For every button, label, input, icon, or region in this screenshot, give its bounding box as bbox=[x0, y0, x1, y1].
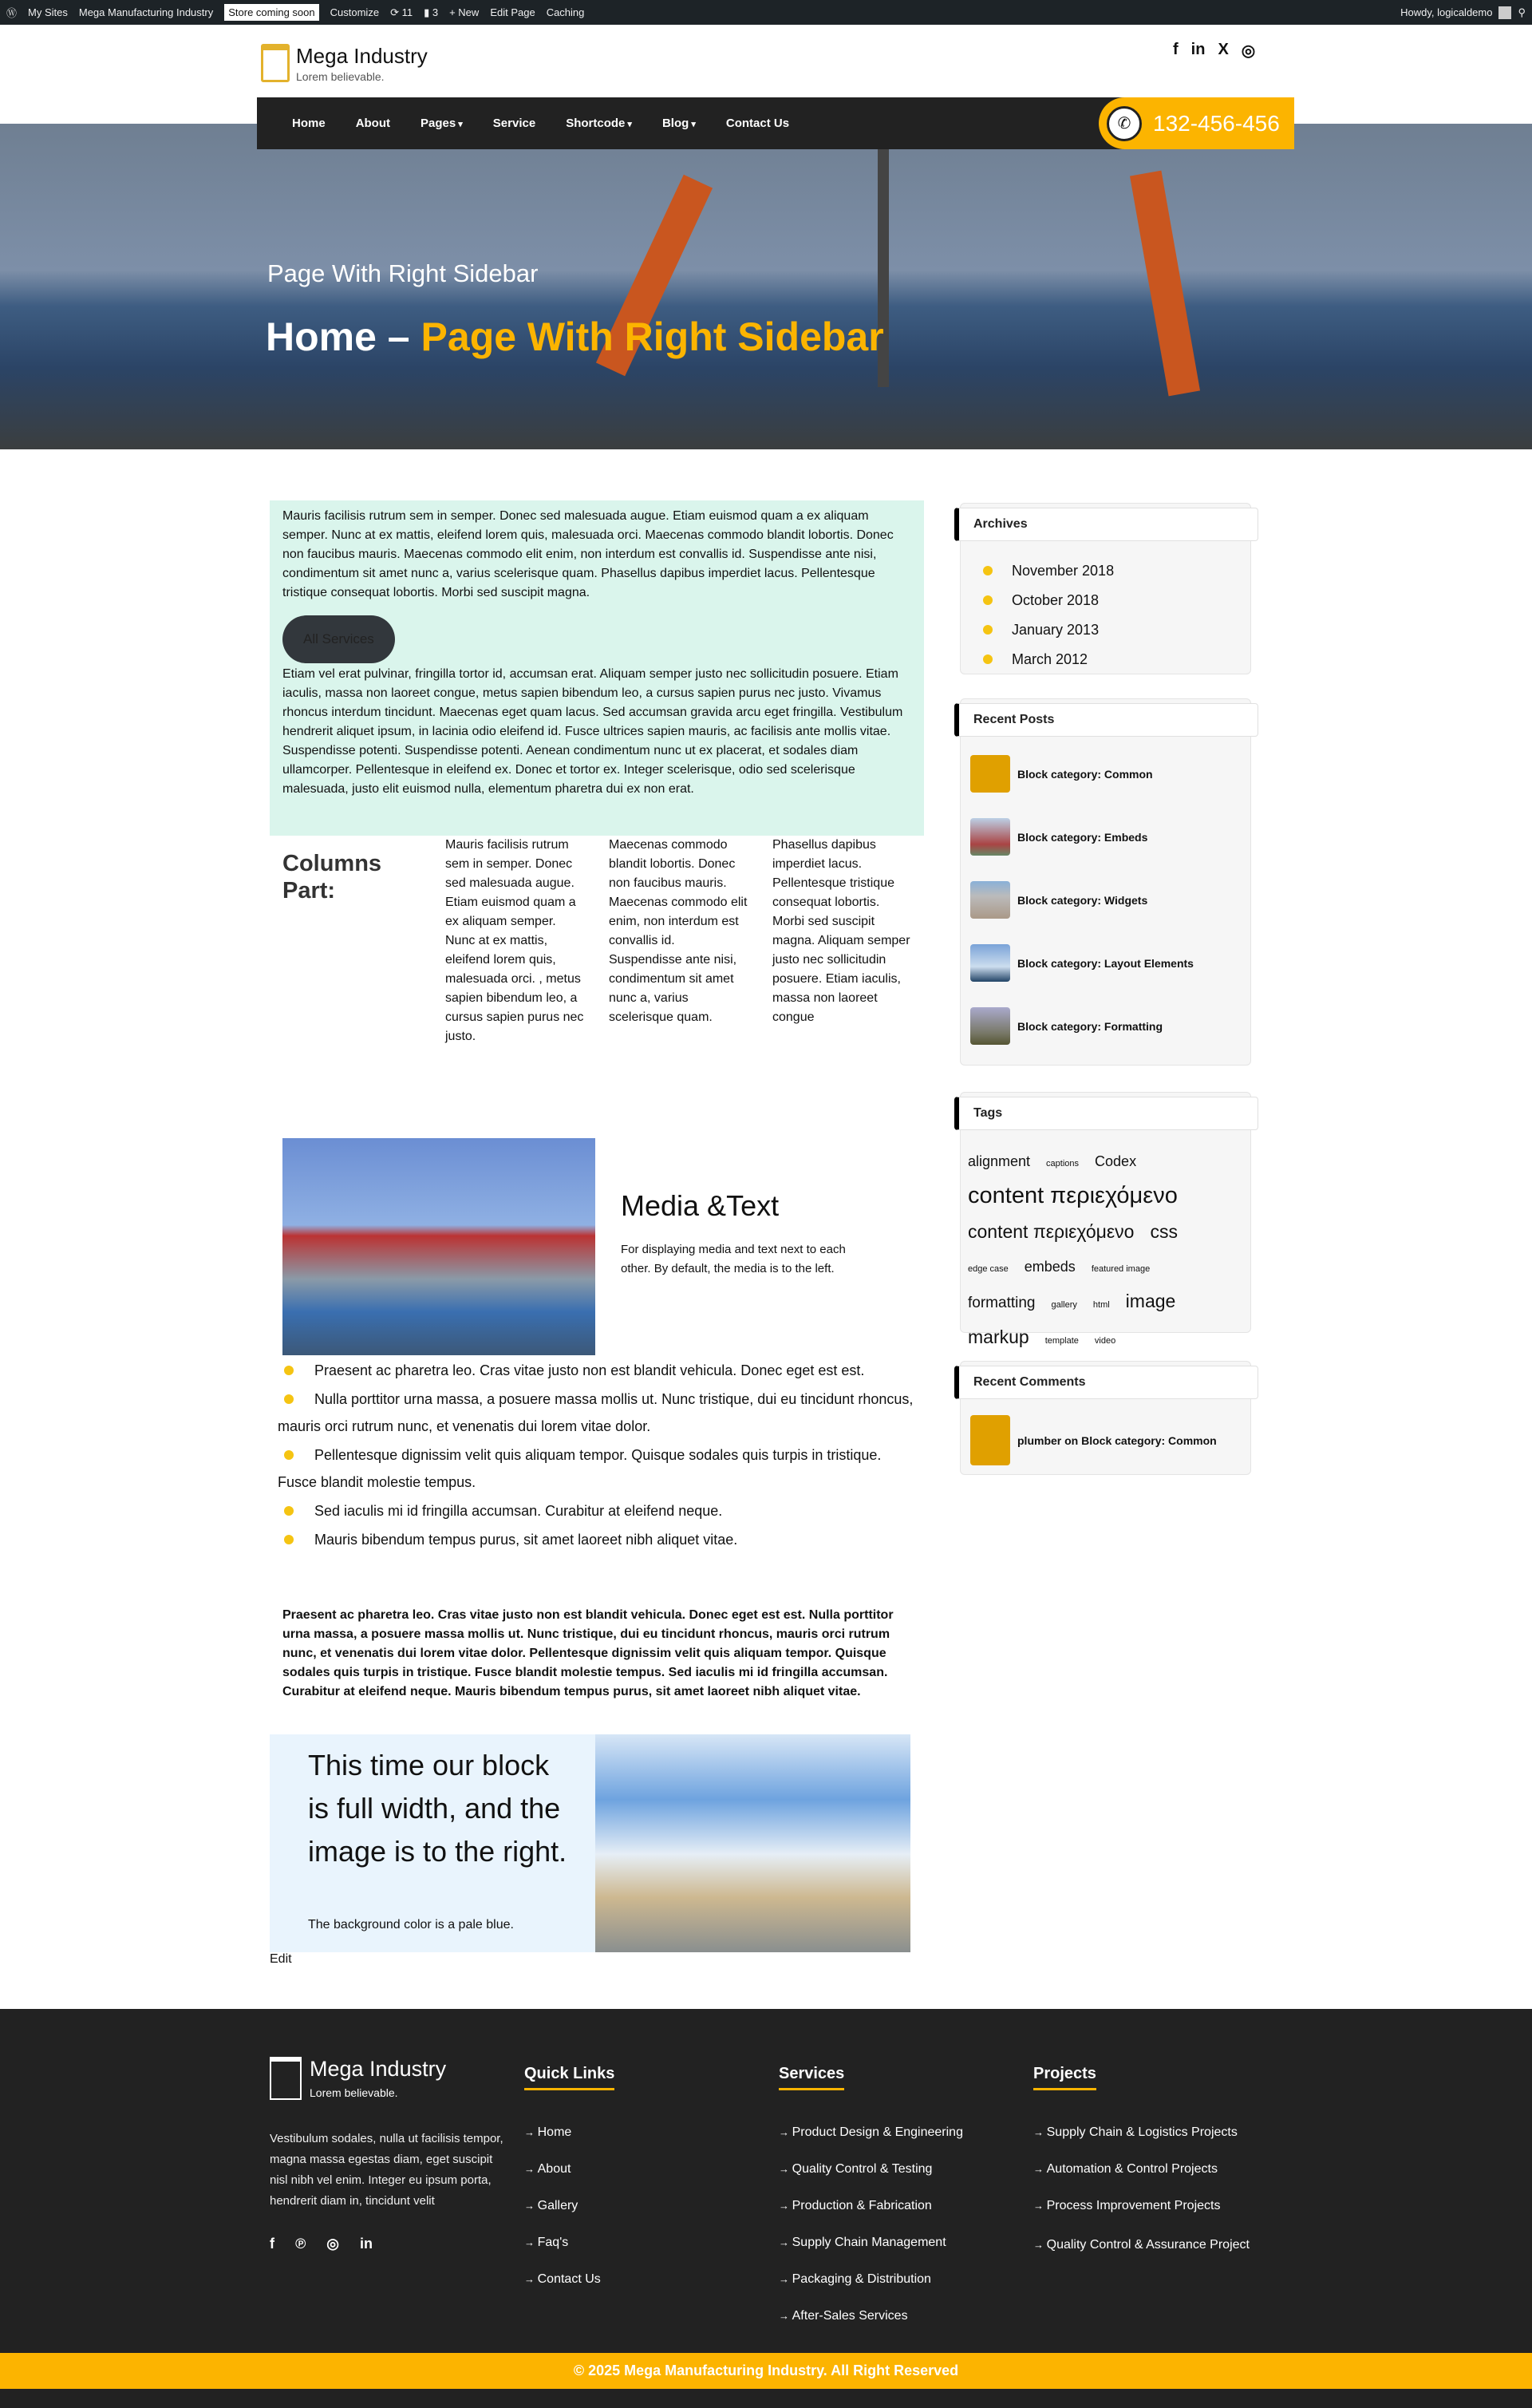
post-title[interactable]: Block category: Embeds bbox=[1017, 830, 1148, 844]
footer-link[interactable]: → Automation & Control Projects bbox=[1033, 2162, 1273, 2199]
tag-link[interactable]: image bbox=[1125, 1291, 1176, 1311]
footer-description: Vestibulum sodales, nulla ut facilisis tempor, magna massa egestas diam, eget suscipit nisl nibh vel enim. Integer eu ipsum porta, hendrerit diam in, tincidunt velit bbox=[270, 2132, 503, 2208]
tag-link[interactable]: markup bbox=[968, 1327, 1029, 1347]
nav-service[interactable]: Service bbox=[492, 117, 536, 130]
my-sites-link[interactable]: My Sites bbox=[28, 6, 68, 18]
comment-thumbnail bbox=[970, 1415, 1010, 1465]
list-item: Mauris bibendum tempus purus, sit amet laoreet nibh aliquet vitae. bbox=[278, 1526, 924, 1553]
avatar[interactable] bbox=[1498, 6, 1511, 19]
container-ship-image bbox=[282, 1138, 595, 1355]
copyright-bar: © 2025 Mega Manufacturing Industry. All Right Reserved bbox=[0, 2353, 1532, 2389]
footer-heading: Projects bbox=[1033, 2065, 1096, 2090]
tag-cloud bbox=[961, 1093, 1250, 1357]
linkedin-icon[interactable]: in bbox=[1190, 41, 1206, 58]
store-status-badge[interactable]: Store coming soon bbox=[224, 4, 318, 21]
footer-link[interactable]: → Quality Control & Assurance Project bbox=[1033, 2236, 1273, 2272]
recent-post[interactable] bbox=[961, 877, 1250, 923]
media-text: For displaying media and text next to each other. By default, the media is to the left. bbox=[621, 1243, 846, 1275]
columns-heading: Columns Part: bbox=[282, 851, 382, 903]
footer-heading: Services bbox=[779, 2065, 844, 2090]
tag-link[interactable]: embeds bbox=[1024, 1259, 1076, 1275]
archive-link[interactable]: January 2013 bbox=[983, 615, 1250, 645]
recent-comment[interactable] bbox=[961, 1418, 1250, 1463]
post-title[interactable]: Block category: Widgets bbox=[1017, 893, 1148, 907]
footer-link[interactable]: → Packaging & Distribution bbox=[779, 2272, 963, 2309]
media-heading: Media &Text bbox=[621, 1189, 780, 1222]
recent-comments-widget bbox=[960, 1361, 1251, 1475]
updates-count: 11 bbox=[401, 6, 413, 18]
post-title[interactable]: Block category: Layout Elements bbox=[1017, 956, 1194, 970]
recent-post[interactable] bbox=[961, 1003, 1250, 1049]
factory-icon bbox=[261, 44, 290, 82]
page-banner bbox=[0, 124, 1532, 449]
post-thumbnail bbox=[970, 818, 1010, 856]
widget-title: Recent Posts bbox=[954, 703, 1258, 737]
footer-link[interactable]: → After-Sales Services bbox=[779, 2309, 963, 2346]
tag-link[interactable]: featured image bbox=[1091, 1264, 1151, 1274]
post-thumbnail bbox=[970, 944, 1010, 982]
list-item: Nulla porttitor urna massa, a posuere massa mollis ut. Nunc tristique, dui eu tincidunt rhoncus, mauris orci rutrum nunc, et venenatis dui lorem vitae dolor. bbox=[278, 1386, 924, 1440]
widget-title: Tags bbox=[954, 1097, 1258, 1130]
archive-link[interactable]: October 2018 bbox=[983, 586, 1250, 615]
nav-shortcode[interactable]: Shortcode ▾ bbox=[566, 117, 632, 130]
pinterest-icon[interactable]: ℗ bbox=[295, 2236, 306, 2252]
site-logo[interactable] bbox=[261, 44, 428, 83]
footer-link[interactable]: → Production & Fabrication bbox=[779, 2199, 963, 2236]
breadcrumb bbox=[266, 314, 884, 360]
silo-plant-image bbox=[595, 1734, 910, 1952]
column-text: Maecenas commodo blandit lobortis. Donec non faucibus mauris. Maecenas commodo elit enim, non interdum est convallis id. Suspendisse ante nisi, condimentum sit amet nunc a, varius scelerisque quam. bbox=[609, 838, 748, 1024]
footer-quick-links bbox=[524, 2065, 614, 2309]
header-social bbox=[1173, 41, 1255, 61]
footer-about bbox=[270, 2057, 509, 2252]
nav-pages[interactable]: Pages ▾ bbox=[421, 117, 463, 130]
nav-contact[interactable]: Contact Us bbox=[725, 117, 790, 130]
recent-posts-widget bbox=[960, 698, 1251, 1066]
full-text: The background color is a pale blue. bbox=[308, 1918, 514, 1932]
footer-link[interactable]: → About bbox=[524, 2162, 614, 2199]
site-title[interactable]: Mega Industry bbox=[296, 44, 428, 68]
footer-link[interactable]: → Supply Chain & Logistics Projects bbox=[1033, 2125, 1273, 2162]
site-name-link[interactable]: Mega Manufacturing Industry bbox=[78, 6, 214, 18]
tag-link[interactable]: css bbox=[1150, 1221, 1178, 1242]
paragraph: Mauris facilisis rutrum sem in semper. Donec sed malesuada augue. Etiam euismod quam a ex aliquam semper. Nunc at ex mattis, eleifend lorem quis, malesuada orci. Maecenas commodo blandit lobortis. Donec non faucibus mauris. Maecenas commodo elit enim, non interdum est convallis id. Suspendisse ante nisi, condimentum sit amet nunc a, varius scelerisque quam. Phasellus dapibus imperdiet lacus. Pellentesque tristique consequat lobortis. Morbi sed suscipit magna. bbox=[282, 509, 894, 599]
list-item: Pellentesque dignissim velit quis aliquam tempor. Quisque sodales quis turpis in tristique. Fusce blandit molestie tempus. bbox=[278, 1441, 924, 1496]
footer-projects bbox=[1033, 2065, 1273, 2272]
breadcrumb-current: Page With Right Sidebar bbox=[421, 314, 884, 359]
tag-link[interactable]: html bbox=[1092, 1300, 1110, 1310]
list-item: Praesent ac pharetra leo. Cras vitae justo non est blandit vehicula. Donec eget est est. bbox=[278, 1357, 924, 1384]
caching-link[interactable]: Caching bbox=[546, 6, 585, 18]
factory-icon bbox=[270, 2057, 302, 2100]
bold-paragraph: Praesent ac pharetra leo. Cras vitae justo non est blandit vehicula. Donec eget est est. Nulla porttitor urna massa, a posuere massa mollis ut. Nunc tristique, dui eu tincidunt rhoncus, mauris orci rutrum nunc, et venenatis dui lorem vitae dolor. Pellentesque dignissim velit quis aliquam tempor. Quisque sodales quis turpis in tristique. Fusce blandit molestie tempus. Sed iaculis mi id fringilla accumsan. Curabitur at eleifend neque. Mauris bibendum tempus purus, sit amet laoreet nibh aliquet vitae. bbox=[282, 1608, 894, 1698]
post-thumbnail bbox=[970, 755, 1010, 793]
footer-link[interactable]: → Product Design & Engineering bbox=[779, 2125, 963, 2162]
updates-link[interactable] bbox=[390, 6, 413, 19]
footer-heading: Quick Links bbox=[524, 2065, 614, 2090]
instagram-icon[interactable]: ◎ bbox=[326, 2236, 339, 2252]
bullet-list bbox=[278, 1357, 924, 1555]
full-heading: This time our block is full width, and the image is to the right. bbox=[308, 1749, 567, 1868]
main-nav bbox=[257, 97, 1294, 149]
tag-link[interactable]: alignment bbox=[968, 1153, 1031, 1169]
archive-link[interactable]: November 2018 bbox=[983, 556, 1250, 586]
comments-count: 3 bbox=[432, 6, 439, 18]
nav-about[interactable]: About bbox=[355, 117, 391, 130]
paragraph: Etiam vel erat pulvinar, fringilla tortor id, accumsan erat. Aliquam semper justo nec sollicitudin posuere. Etiam iaculis, massa non laoreet congue, metus sapien bibendum leo, a cursus sapien purus nec justo. Vivamus rhoncus interdum tincidunt. Maecenas eget quam lacus. Sed accumsan gravida arcu eget fringilla. Vestibulum hendrerit aliquet ipsum, in lacinia odio eleifend id. Fusce ultrices sapien mauris, ac facilisis ante mollis vitae. Suspendisse potenti. Suspendisse potenti. Aenean condimentum nunc ut ex placerat, et sodales diam ullamcorper. Pellentesque in eleifend ex. Donec et tortor ex. Integer scelerisque, odio sed scelerisque malesuada, justo elit euismod nulla, elementum pharetra dui ex non erat. bbox=[282, 667, 903, 796]
excavator-arm-image bbox=[1130, 171, 1200, 397]
widget-title: Archives bbox=[954, 508, 1258, 541]
edit-link[interactable]: Edit bbox=[270, 1952, 292, 1966]
edit-page-link[interactable]: Edit Page bbox=[490, 6, 535, 18]
footer-link[interactable]: → Gallery bbox=[524, 2199, 614, 2236]
footer-link[interactable]: → Home bbox=[524, 2125, 614, 2162]
facebook-icon[interactable]: f bbox=[270, 2236, 274, 2252]
post-title[interactable]: Block category: Formatting bbox=[1017, 1019, 1163, 1033]
footer-link[interactable]: → Quality Control & Testing bbox=[779, 2162, 963, 2199]
new-label: New bbox=[458, 6, 480, 18]
post-thumbnail bbox=[970, 881, 1010, 919]
all-services-button[interactable]: All Services bbox=[282, 615, 395, 663]
nav-home[interactable]: Home bbox=[292, 117, 326, 130]
instagram-icon[interactable]: ◎ bbox=[1241, 42, 1256, 60]
updates-icon: ⟳ bbox=[390, 6, 402, 18]
footer-link[interactable]: → Supply Chain Management bbox=[779, 2236, 963, 2272]
media-text-block bbox=[282, 1138, 921, 1355]
facebook-icon[interactable]: f bbox=[1173, 41, 1179, 58]
bottom-strip bbox=[0, 2389, 1532, 2408]
tag-link[interactable]: edge case bbox=[968, 1264, 1009, 1274]
breadcrumb-home[interactable]: Home – bbox=[266, 314, 410, 359]
comment-icon: ▮ bbox=[424, 6, 432, 18]
page-title: Page With Right Sidebar bbox=[267, 259, 539, 287]
x-icon[interactable]: X bbox=[1218, 41, 1229, 58]
column-text: Mauris facilisis rutrum sem in semper. Donec sed malesuada augue. Etiam euismod quam a ex aliquam semper. Nunc at ex mattis, eleifend lorem quis, malesuada orci. , metus sapien bibendum leo, a cursus sapien purus nec justo. bbox=[445, 838, 584, 1043]
plus-icon: + bbox=[449, 6, 459, 18]
tag-link[interactable]: captions bbox=[1046, 1159, 1080, 1168]
site-footer bbox=[0, 2009, 1532, 2353]
footer-services bbox=[779, 2065, 963, 2346]
linkedin-icon[interactable]: in bbox=[359, 2236, 373, 2252]
tag-link[interactable]: formatting bbox=[968, 1295, 1036, 1311]
phone-button[interactable] bbox=[1099, 97, 1294, 149]
tag-link[interactable]: gallery bbox=[1051, 1300, 1077, 1310]
admin-bar bbox=[0, 0, 1532, 25]
nav-blog[interactable]: Blog ▾ bbox=[662, 117, 696, 130]
archives-widget bbox=[960, 503, 1251, 674]
search-icon[interactable]: ⚲ bbox=[1518, 6, 1526, 18]
customize-link[interactable]: Customize bbox=[330, 6, 380, 18]
full-width-media-block bbox=[270, 1734, 910, 1952]
column-text: Phasellus dapibus imperdiet lacus. Pellentesque tristique consequat lobortis. Morbi sed suscipit magna. Aliquam semper justo nec sollicitudin posuere. Etiam iaculis, massa non laoreet congue bbox=[772, 838, 910, 1024]
post-title[interactable]: Block category: Common bbox=[1017, 767, 1153, 781]
list-item: Sed iaculis mi id fringilla accumsan. Curabitur at eleifend neque. bbox=[278, 1497, 924, 1524]
footer-site-title[interactable]: Mega Industry bbox=[310, 2057, 447, 2081]
tag-link[interactable]: Codex bbox=[1095, 1153, 1137, 1169]
tags-widget bbox=[960, 1092, 1251, 1347]
widget-title: Recent Comments bbox=[954, 1366, 1258, 1399]
footer-link[interactable]: → Contact Us bbox=[524, 2272, 614, 2309]
recent-post[interactable] bbox=[961, 751, 1250, 797]
new-link[interactable] bbox=[449, 6, 479, 18]
howdy-user[interactable]: Howdy, logicaldemo bbox=[1400, 6, 1493, 18]
footer-link[interactable]: → Process Improvement Projects bbox=[1033, 2199, 1273, 2236]
footer-link[interactable]: → Faq's bbox=[524, 2236, 614, 2272]
tag-link[interactable]: content περιεχόμενο bbox=[968, 1221, 1135, 1242]
tag-link[interactable]: content περιεχόμενο bbox=[968, 1183, 1178, 1208]
wordpress-icon[interactable]: Ⓦ bbox=[6, 7, 18, 19]
post-thumbnail bbox=[970, 1007, 1010, 1045]
archive-link[interactable]: March 2012 bbox=[983, 645, 1250, 674]
columns-block bbox=[270, 836, 924, 1107]
tag-link[interactable]: template bbox=[1044, 1336, 1079, 1346]
recent-post[interactable] bbox=[961, 814, 1250, 860]
phone-icon: ✆ bbox=[1107, 106, 1142, 141]
recent-post[interactable] bbox=[961, 940, 1250, 986]
green-group-block bbox=[270, 500, 924, 836]
site-tagline: Lorem believable. bbox=[296, 70, 385, 83]
comments-link[interactable] bbox=[424, 6, 438, 19]
footer-tagline: Lorem believable. bbox=[310, 2086, 398, 2099]
phone-number: 132-456-456 bbox=[1153, 110, 1280, 136]
comment-text[interactable]: plumber on Block category: Common bbox=[1017, 1433, 1217, 1447]
tag-link[interactable]: video bbox=[1094, 1336, 1116, 1346]
